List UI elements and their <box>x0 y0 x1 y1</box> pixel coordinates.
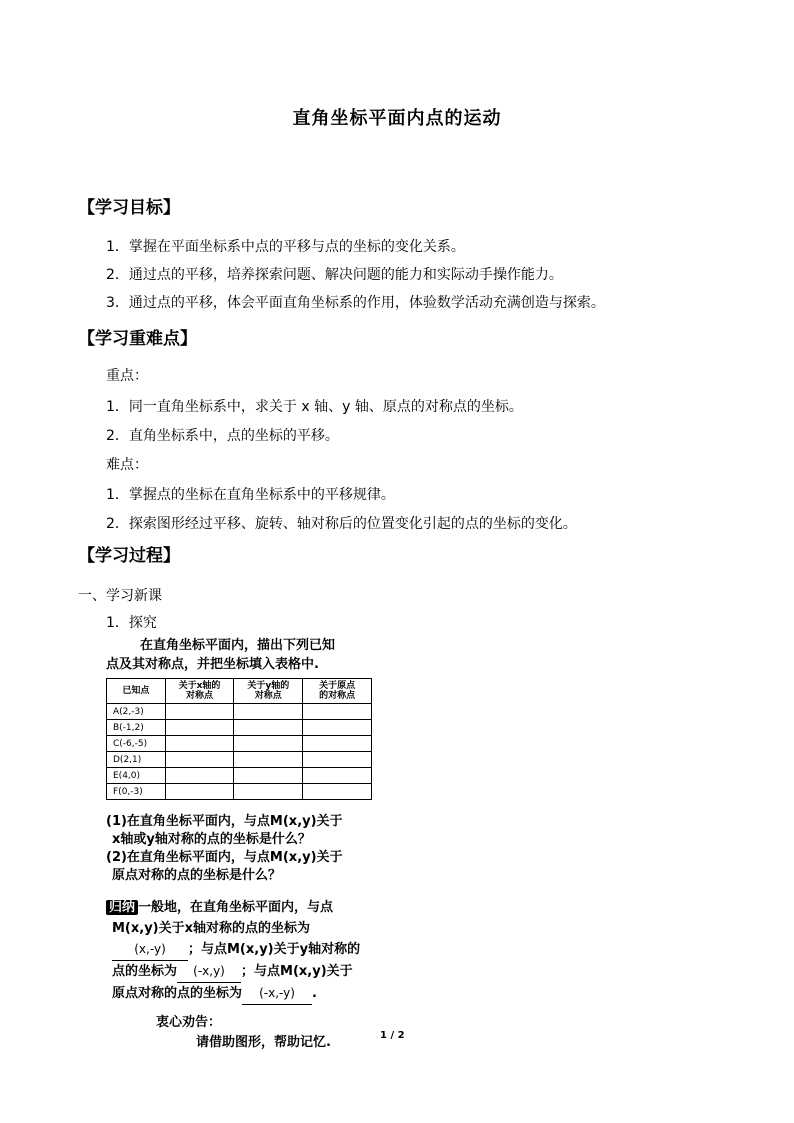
blank-cell <box>303 752 372 768</box>
process-heading: 【学习过程】 <box>78 546 180 566</box>
goals-heading: 【学习目标】 <box>78 198 180 218</box>
goal-item: 2．通过点的平移，培养探索问题、解决问题的能力和实际动手操作能力。 <box>106 267 563 283</box>
known-point: F(0,-3) <box>107 784 166 800</box>
figure-intro: 在直角坐标平面内，描出下列已知 点及其对称点，并把坐标填入表格中. <box>106 638 336 672</box>
page-number: 1 / 2 <box>380 1030 405 1041</box>
known-point: C(-6,-5) <box>107 736 166 752</box>
table-header: 关于原点 的对称点 <box>303 679 372 704</box>
key-point: 1．同一直角坐标系中，求关于 x 轴、y 轴、原点的对称点的坐标。 <box>106 399 523 415</box>
blank-cell <box>303 704 372 720</box>
answer-blank: (-x,y) <box>177 961 241 983</box>
question-1: (1)在直角坐标平面内，与点M(x,y)关于 x轴或y轴对称的点的坐标是什么？ <box>106 814 343 847</box>
blank-cell <box>234 768 303 784</box>
difficult-point: 2．探索图形经过平移、旋转、轴对称后的位置变化引起的点的坐标的变化。 <box>106 516 577 532</box>
blank-cell <box>165 752 234 768</box>
blank-cell <box>234 752 303 768</box>
textbook-figure <box>106 636 436 1053</box>
goal-item: 1．掌握在平面坐标系中点的平移与点的坐标的变化关系。 <box>106 239 465 255</box>
tip-box: 衷心劝告： 请借助图形，帮助记忆. <box>156 1015 331 1050</box>
table-row <box>107 768 372 784</box>
known-point: E(4,0) <box>107 768 166 784</box>
key-point: 2．直角坐标系中，点的坐标的平移。 <box>106 428 339 444</box>
blank-cell <box>165 784 234 800</box>
difficult-label: 难点： <box>106 457 148 473</box>
blank-cell <box>234 736 303 752</box>
answer-blank: (x,-y) <box>112 939 188 961</box>
table-header: 关于x轴的 对称点 <box>165 679 234 704</box>
table-row <box>107 752 372 768</box>
answer-blank: (-x,-y) <box>242 983 312 1005</box>
table-header: 关于y轴的 对称点 <box>234 679 303 704</box>
difficult-point: 1．掌握点的坐标在直角坐标系中的平移规律。 <box>106 487 395 503</box>
symmetry-table <box>106 678 372 800</box>
blank-cell <box>234 704 303 720</box>
explore-label: 1．探究 <box>106 615 157 631</box>
blank-cell <box>165 704 234 720</box>
summary-tag: 归纳 <box>106 900 138 915</box>
blank-cell <box>303 720 372 736</box>
table-header-row <box>107 679 372 704</box>
known-point: A(2,-3) <box>107 704 166 720</box>
known-point: D(2,1) <box>107 752 166 768</box>
blank-cell <box>234 720 303 736</box>
blank-cell <box>165 768 234 784</box>
table-row <box>107 784 372 800</box>
blank-cell <box>303 768 372 784</box>
part-one-heading: 一、学习新课 <box>78 588 162 604</box>
blank-cell <box>303 736 372 752</box>
blank-cell <box>165 720 234 736</box>
table-row <box>107 736 372 752</box>
summary-box: 归纳 一般地，在直角坐标平面内，与点 M(x,y)关于x轴对称的点的坐标为 (x,-y) ；与点M(x,y)关于y轴对称的 点的坐标为 (-x,y) ；与点M(x,y)关于 原点对称的点的坐标为 (-x,-y) . <box>106 897 436 1005</box>
known-point: B(-1,2) <box>107 720 166 736</box>
key-label: 重点： <box>106 368 148 384</box>
table-header: 已知点 <box>107 679 166 704</box>
key-heading: 【学习重难点】 <box>78 329 197 349</box>
table-row <box>107 704 372 720</box>
blank-cell <box>234 784 303 800</box>
blank-cell <box>165 736 234 752</box>
table-row <box>107 720 372 736</box>
goal-item: 3．通过点的平移，体会平面直角坐标系的作用，体验数学活动充满创造与探索。 <box>106 295 605 311</box>
blank-cell <box>303 784 372 800</box>
page-title: 直角坐标平面内点的运动 <box>292 108 502 129</box>
question-2: (2)在直角坐标平面内，与点M(x,y)关于 原点对称的点的坐标是什么？ <box>106 850 343 883</box>
